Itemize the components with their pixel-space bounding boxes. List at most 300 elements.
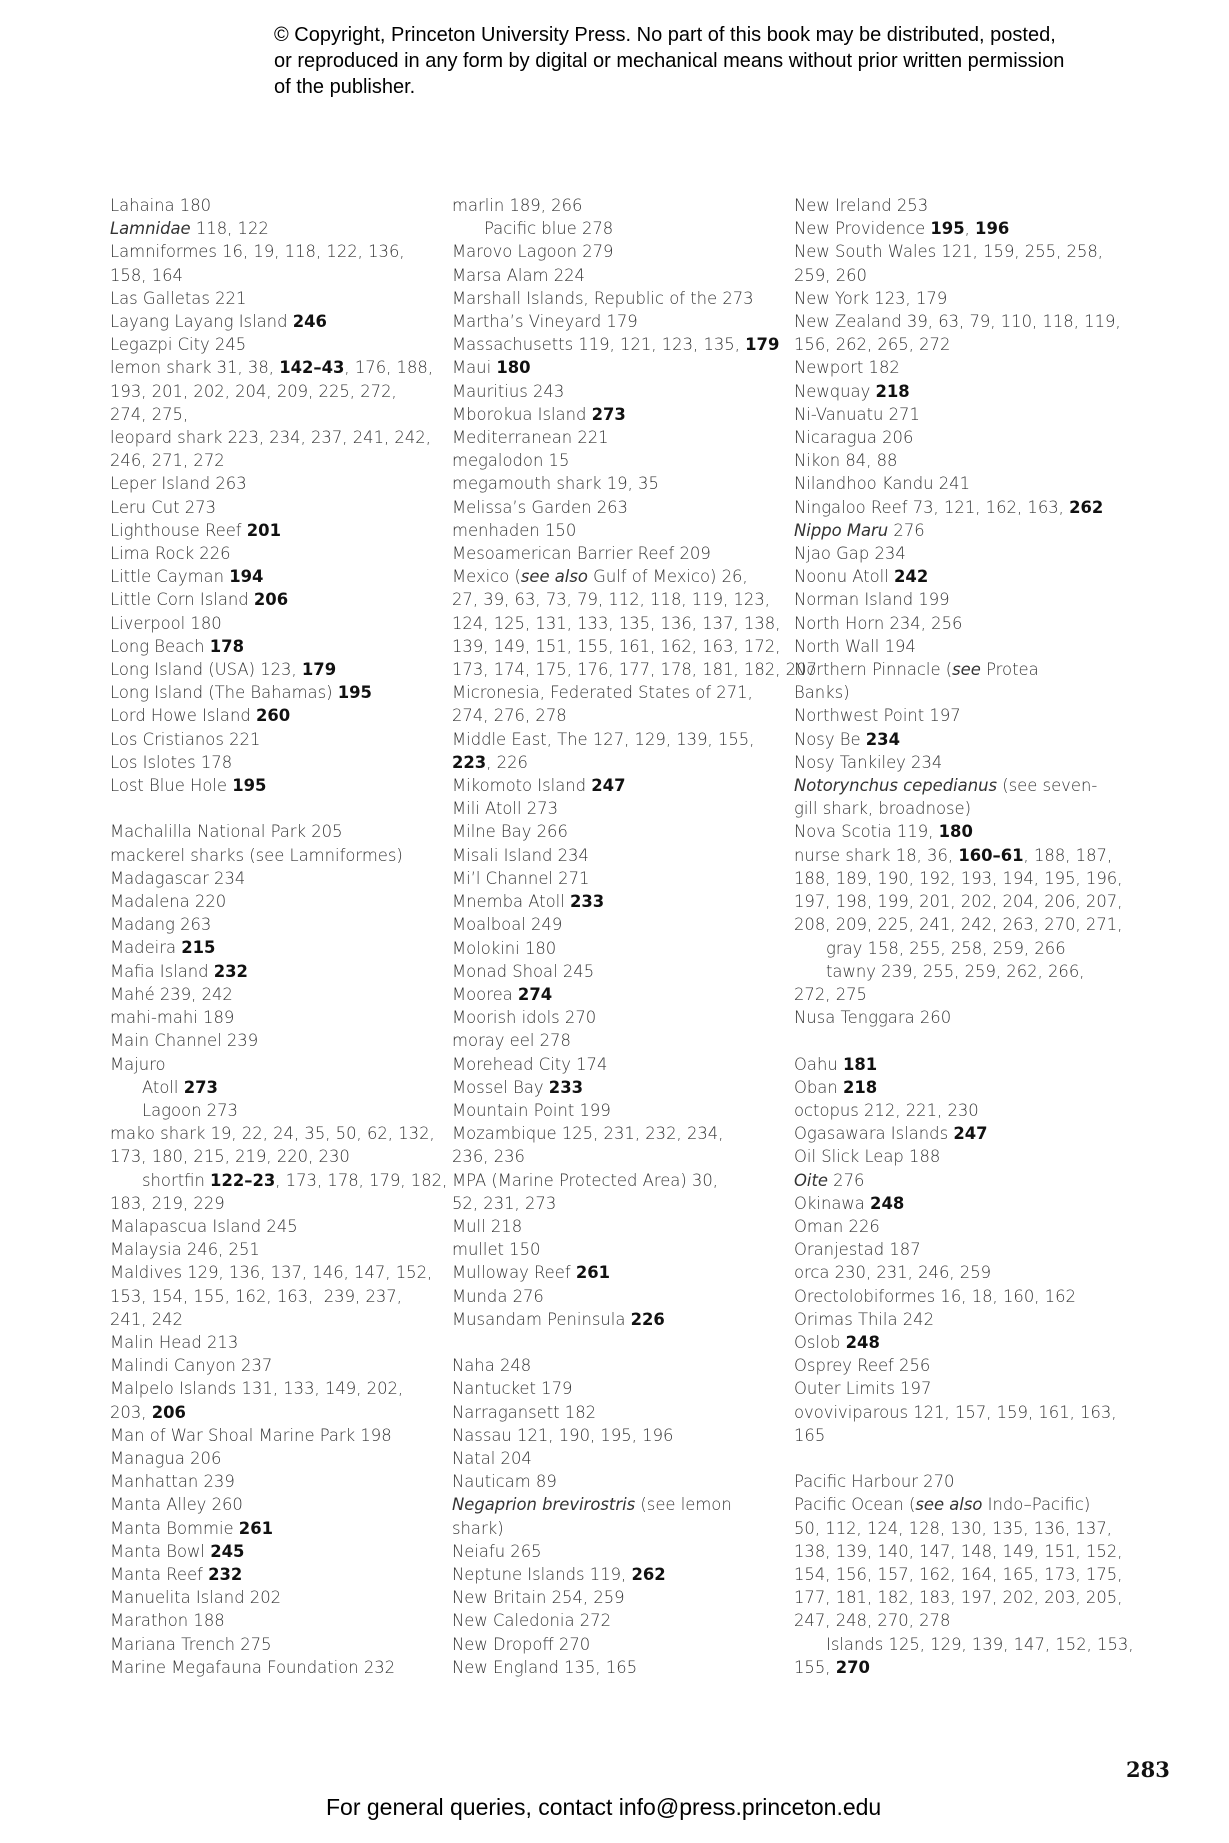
index-entry (110, 820, 438, 843)
entry-text: Nova Scotia 119, (794, 822, 939, 842)
index-entry (452, 612, 780, 635)
index-entry (794, 240, 1122, 263)
entry-text: 273 (591, 404, 626, 424)
entry-text: Norman Island 199 (794, 590, 950, 610)
index-entry (452, 240, 780, 263)
index-entry (452, 844, 780, 867)
index-entry (794, 890, 1122, 913)
index-entry (110, 310, 438, 333)
index-entry (794, 542, 1122, 565)
entry-text: 246 (292, 312, 327, 332)
index-entry (794, 472, 1122, 495)
index-entry (794, 913, 1122, 936)
entry-text: tawny 239, 255, 259, 262, 266, (826, 961, 1085, 981)
entry-text: Neiafu 265 (452, 1541, 542, 1561)
index-entry (452, 1424, 780, 1447)
index-entry (794, 1354, 1122, 1377)
index-entry (794, 797, 1122, 820)
index-entry (794, 1261, 1122, 1284)
index-entry (110, 1656, 438, 1679)
entry-text: Moorea (452, 984, 518, 1004)
entry-text: 233 (569, 892, 605, 912)
entry-text: Madeira (110, 938, 182, 958)
entry-text: menhaden 150 (452, 520, 577, 540)
entry-text: Lagoon 273 (142, 1100, 238, 1120)
index-entry (794, 1145, 1122, 1168)
index-entry (794, 681, 1122, 704)
entry-text: Malindi Canyon 237 (110, 1356, 273, 1376)
entry-text: Neptune Islands 119, (452, 1564, 632, 1584)
index-entry (110, 217, 438, 240)
entry-text: Mafia Island (110, 961, 214, 981)
entry-text: Manhattan 239 (110, 1472, 235, 1492)
index-entry (794, 565, 1122, 588)
entry-text: Malpelo Islands 131, 133, 149, 202, (110, 1379, 404, 1399)
index-entry (452, 890, 780, 913)
index-entry (794, 380, 1122, 403)
index-entry (452, 310, 780, 333)
entry-text: Nosy Be (794, 729, 866, 749)
entry-text: Moorish idols 270 (452, 1008, 597, 1028)
entry-text: Marine Megafauna Foundation 232 (110, 1657, 396, 1677)
entry-text: shortfin (142, 1170, 211, 1190)
index-entry (452, 1609, 780, 1632)
index-entry (110, 1192, 438, 1215)
index-entry (794, 1424, 1122, 1447)
entry-text: Mulloway Reef (452, 1263, 576, 1283)
index-entry (452, 1261, 780, 1284)
entry-text: 270 (835, 1657, 870, 1677)
index-entry (452, 426, 780, 449)
entry-text: 247, 248, 270, 278 (794, 1611, 951, 1631)
entry-text: Oite (794, 1170, 828, 1190)
index-entry (110, 1261, 438, 1284)
index-entry (794, 1238, 1122, 1261)
index-entry (110, 287, 438, 310)
entry-text: Mikomoto Island (452, 776, 592, 796)
entry-text: Oman 226 (794, 1216, 880, 1236)
entry-text: mako shark 19, 22, 24, 35, 50, 62, 132, (110, 1124, 435, 1144)
entry-text: Ningaloo Reef 73, 121, 162, 163, (794, 497, 1070, 517)
entry-text: Oahu (794, 1054, 843, 1074)
index-entry (794, 426, 1122, 449)
entry-text: Musandam Peninsula (452, 1309, 631, 1329)
section-gap (794, 1447, 1122, 1470)
entry-text: Middle East, The 127, 129, 139, 155, (452, 729, 755, 749)
entry-text: 274, 276, 278 (452, 706, 567, 726)
index-entry (794, 937, 1122, 960)
index-entry (452, 820, 780, 843)
index-entry (110, 1145, 438, 1168)
entry-text: Newport 182 (794, 358, 900, 378)
entry-text: 274, 275, (110, 404, 189, 424)
index-entry (794, 588, 1122, 611)
index-entry (794, 728, 1122, 751)
entry-text: Molokini 180 (452, 938, 557, 958)
index-entry (110, 264, 438, 287)
index-entry (452, 1401, 780, 1424)
entry-text: orca 230, 231, 246, 259 (794, 1263, 992, 1283)
entry-text: Pacific Ocean ( (794, 1495, 916, 1515)
index-entry (452, 519, 780, 542)
entry-text: 173, 180, 215, 219, 220, 230 (110, 1147, 350, 1167)
entry-text: 233 (548, 1077, 584, 1097)
index-entry (794, 1285, 1122, 1308)
index-entry (794, 449, 1122, 472)
entry-text: Orectolobiformes 16, 18, 160, 162 (794, 1286, 1076, 1306)
index-entry (452, 1169, 780, 1192)
entry-text: Osprey Reef 256 (794, 1356, 931, 1376)
index-entry (110, 194, 438, 217)
entry-text: 218 (875, 381, 910, 401)
entry-text: Little Cayman (110, 567, 230, 587)
page-number: 283 (1126, 1757, 1170, 1782)
entry-text: , 226 (486, 752, 528, 772)
entry-text: Pacific Harbour 270 (794, 1472, 955, 1492)
index-entry (794, 1586, 1122, 1609)
entry-text: New Providence (794, 219, 931, 239)
entry-text: 260 (255, 706, 291, 726)
entry-text: Notorynchus cepedianus (794, 776, 998, 796)
entry-text: Indo–Pacific) (982, 1495, 1091, 1515)
entry-text: 179 (745, 335, 780, 355)
section-gap (110, 797, 438, 820)
index-entry (794, 1308, 1122, 1331)
entry-text: Massachusetts 119, 121, 123, 135, (452, 335, 746, 355)
index-entry (110, 844, 438, 867)
entry-text: 188, 189, 190, 192, 193, 194, 195, 196, (794, 868, 1123, 888)
index-entry (794, 496, 1122, 519)
index-entry (794, 983, 1122, 1006)
entry-text: Lamnidae (110, 219, 191, 239)
index-entry (452, 542, 780, 565)
index-entry (110, 890, 438, 913)
index-entry (110, 1215, 438, 1238)
entry-text: Nassau 121, 190, 195, 196 (452, 1425, 674, 1445)
entry-text: 232 (208, 1564, 243, 1584)
entry-text: Pacific blue 278 (484, 219, 614, 239)
entry-text: Moalboal 249 (452, 915, 563, 935)
entry-text: Munda 276 (452, 1286, 544, 1306)
index-entry (110, 913, 438, 936)
entry-text: Madang 263 (110, 915, 212, 935)
index-entry (452, 704, 780, 727)
index-entry (110, 240, 438, 263)
entry-text: 248 (870, 1193, 905, 1213)
entry-text: 27, 39, 63, 73, 79, 112, 118, 119, 123, (452, 590, 770, 610)
index-entry (794, 1633, 1134, 1656)
entry-text: 241, 242 (110, 1309, 183, 1329)
index-entry (452, 1053, 780, 1076)
index-entry (794, 1656, 1122, 1679)
index-entry (110, 496, 438, 519)
index-entry (794, 1076, 1122, 1099)
entry-text: Lord Howe Island (110, 706, 256, 726)
entry-text: 124, 125, 131, 133, 135, 136, 137, 138, (452, 613, 781, 633)
entry-text: 201 (246, 520, 281, 540)
index-entry (794, 1169, 1122, 1192)
entry-text: Nippo Maru (794, 520, 889, 540)
index-entry (110, 1053, 438, 1076)
entry-text: 180 (938, 822, 973, 842)
entry-text: 206 (151, 1402, 186, 1422)
index-entry (110, 565, 438, 588)
entry-text: lemon shark 31, 38, (110, 358, 280, 378)
entry-text: Leru Cut 273 (110, 497, 217, 517)
index-entry (110, 1006, 438, 1029)
index-entry (452, 635, 780, 658)
index-entry (794, 1099, 1122, 1122)
entry-text: Misali Island 234 (452, 845, 589, 865)
entry-text: see also (520, 567, 588, 587)
entry-text: megalodon 15 (452, 451, 570, 471)
index-entry (452, 658, 817, 681)
entry-text: Marshall Islands, Republic of the 273 (452, 288, 754, 308)
entry-text: 196 (975, 219, 1010, 239)
index-entry (110, 728, 438, 751)
entry-text: Negaprion brevirostris (452, 1495, 636, 1515)
entry-text: 158, 164 (110, 265, 183, 285)
entry-text: Maldives 129, 136, 137, 146, 147, 152, (110, 1263, 433, 1283)
index-entry (794, 1192, 1122, 1215)
entry-text: 165 (794, 1425, 826, 1445)
entry-text: 154, 156, 157, 162, 164, 165, 173, 175, (794, 1564, 1123, 1584)
index-entry (452, 1308, 780, 1331)
index-entry (794, 403, 1122, 426)
entry-text: Lima Rock 226 (110, 544, 231, 564)
index-entry (452, 983, 780, 1006)
entry-text: Lost Blue Hole (110, 776, 233, 796)
index-entry (794, 1122, 1122, 1145)
entry-text: 179 (301, 660, 337, 680)
index-entry (452, 1633, 780, 1656)
entry-text: 183, 219, 229 (110, 1193, 225, 1213)
entry-text: Narragansett 182 (452, 1402, 597, 1422)
entry-text: Manta Alley 260 (110, 1495, 243, 1515)
entry-text: 232 (213, 961, 248, 981)
entry-text: see also (915, 1495, 983, 1515)
entry-text: 122–23 (210, 1170, 276, 1190)
index-entry (452, 797, 780, 820)
entry-text: 218 (842, 1077, 878, 1097)
entry-text: Nilandhoo Kandu 241 (794, 474, 971, 494)
entry-text: Los Cristianos 221 (110, 729, 261, 749)
index-entry (452, 333, 780, 356)
index-entry (110, 774, 438, 797)
entry-text: megamouth shark 19, 35 (452, 474, 659, 494)
entry-text: North Wall 194 (794, 636, 916, 656)
entry-text: 206 (253, 590, 289, 610)
index-entry (794, 1331, 1122, 1354)
index-entry (794, 1470, 1122, 1493)
index-entry (452, 380, 780, 403)
entry-text: Ogasawara Islands (794, 1124, 954, 1144)
entry-text: 195 (930, 219, 965, 239)
entry-text: Martha’s Vineyard 179 (452, 312, 638, 332)
entry-text: Mountain Point 199 (452, 1100, 611, 1120)
entry-text: New Caledonia 272 (452, 1611, 612, 1631)
index-entry (794, 333, 1122, 356)
entry-text: Managua 206 (110, 1448, 222, 1468)
entry-text: New Zealand 39, 63, 79, 110, 118, 119, (794, 312, 1121, 332)
entry-text: 155, (794, 1657, 836, 1677)
entry-text: see (952, 660, 981, 680)
entry-text: Mi’l Channel 271 (452, 868, 590, 888)
index-entry (110, 867, 438, 890)
index-entry (794, 310, 1122, 333)
entry-text: 138, 139, 140, 147, 148, 149, 151, 152, (794, 1541, 1123, 1561)
index-entry (110, 658, 438, 681)
index-entry (452, 1192, 780, 1215)
index-entry (794, 1609, 1122, 1632)
entry-text: (see seven- (997, 776, 1098, 796)
entry-text: New Britain 254, 259 (452, 1588, 625, 1608)
entry-text: Natal 204 (452, 1448, 532, 1468)
entry-text: Marsa Alam 224 (452, 265, 585, 285)
entry-text: Mauritius 243 (452, 381, 565, 401)
index-entry (110, 449, 438, 472)
entry-text: 160–61 (958, 845, 1024, 865)
copyright-notice: © Copyright, Princeton University Press. No part of this book may be distributed, posted, or reproduced in any form by digital or mechanical means without prior written permission of the publisher. (274, 24, 1065, 98)
entry-text: gill shark, broadnose) (794, 799, 972, 819)
entry-text: Oslob (794, 1332, 846, 1352)
index-entry (794, 1006, 1122, 1029)
entry-text: Marovo Lagoon 279 (452, 242, 614, 262)
index-entry (110, 1493, 438, 1516)
index-entry (110, 936, 438, 959)
entry-text: Mediterranean 221 (452, 428, 609, 448)
entry-text: 276 (827, 1170, 865, 1190)
entry-text: 180 (496, 358, 531, 378)
index-entry (110, 1586, 438, 1609)
entry-text: Atoll (142, 1077, 184, 1097)
entry-text: 203, (110, 1402, 152, 1422)
entry-text: Lahaina 180 (110, 196, 212, 215)
index-entry (794, 658, 1122, 681)
entry-text: 246, 271, 272 (110, 451, 225, 471)
entry-text: marlin 189, 266 (452, 196, 583, 215)
entry-text: 195 (232, 776, 267, 796)
entry-text: Manta Bowl (110, 1541, 211, 1561)
entry-text: 259, 260 (794, 265, 867, 285)
index-entry (452, 1238, 780, 1261)
entry-text: mahi-mahi 189 (110, 1008, 235, 1028)
index-entry (452, 588, 780, 611)
entry-text: shark) (452, 1518, 504, 1538)
index-entry (794, 264, 1122, 287)
index-entry (110, 704, 438, 727)
index-entry (452, 728, 780, 751)
index-entry (794, 217, 1122, 240)
index-entry (452, 1493, 780, 1516)
entry-text: Monad Shoal 245 (452, 961, 595, 981)
entry-text: Long Island (USA) 123, (110, 660, 302, 680)
entry-text: MPA (Marine Protected Area) 30, (452, 1170, 718, 1190)
entry-text: Manuelita Island 202 (110, 1588, 282, 1608)
entry-text: 193, 201, 202, 204, 209, 225, 272, (110, 381, 397, 401)
entry-text: 50, 112, 124, 128, 130, 135, 136, 137, (794, 1518, 1113, 1538)
index-entry (110, 356, 438, 379)
entry-text: Noonu Atoll (794, 567, 895, 587)
entry-text: leopard shark 223, 234, 237, 241, 242, (110, 428, 431, 448)
section-gap (794, 1029, 1122, 1052)
entry-text: , 176, 188, (344, 358, 434, 378)
entry-text: 177, 181, 182, 183, 197, 202, 203, 205, (794, 1588, 1123, 1608)
index-entry (452, 264, 780, 287)
index-entry (452, 913, 780, 936)
index-entry (794, 751, 1122, 774)
entry-text: 142–43 (279, 358, 345, 378)
entry-text: nurse shark 18, 36, (794, 845, 959, 865)
entry-text: North Horn 234, 256 (794, 613, 963, 633)
index-entry (110, 635, 438, 658)
index-entry (452, 356, 780, 379)
entry-text: Mili Atoll 273 (452, 799, 558, 819)
index-entry (452, 937, 780, 960)
entry-text: 261 (575, 1263, 611, 1283)
entry-text: New South Wales 121, 159, 255, 258, (794, 242, 1104, 262)
index-entry (452, 287, 780, 310)
entry-text: Mborokua Island (452, 404, 592, 424)
index-entry (110, 1447, 438, 1470)
entry-text: gray 158, 255, 258, 259, 266 (826, 938, 1066, 958)
entry-text: New Dropoff 270 (452, 1634, 591, 1654)
entry-text: Mull 218 (452, 1216, 523, 1236)
index-entry (794, 287, 1122, 310)
entry-text: Lamniformes 16, 19, 118, 122, 136, (110, 242, 405, 262)
index-entry (110, 1424, 438, 1447)
index-entry (110, 472, 438, 495)
index-entry (794, 960, 1122, 983)
entry-text: Oranjestad 187 (794, 1240, 921, 1260)
entry-text: Madagascar 234 (110, 868, 246, 888)
index-entry (452, 1029, 780, 1052)
entry-text: 245 (210, 1541, 245, 1561)
entry-text: Milne Bay 266 (452, 822, 568, 842)
index-entry (452, 1285, 780, 1308)
index-entry (452, 1145, 780, 1168)
entry-text: 247 (591, 776, 626, 796)
entry-text: Nauticam 89 (452, 1472, 557, 1492)
index-entry (452, 565, 780, 588)
entry-text: 197, 198, 199, 201, 202, 204, 206, 207, (794, 892, 1123, 912)
entry-text: , 188, 187, (1023, 845, 1113, 865)
entry-text: 181 (842, 1054, 878, 1074)
index-entry (110, 380, 438, 403)
index-entry (110, 612, 438, 635)
entry-text: 118, 122 (190, 219, 269, 239)
index-entry (794, 704, 1122, 727)
entry-text: 276 (888, 520, 925, 540)
entry-text: Naha 248 (452, 1356, 532, 1376)
index-entry (110, 1377, 438, 1400)
index-entry (794, 867, 1122, 890)
entry-text: Malin Head 213 (110, 1332, 239, 1352)
entry-text: 223 (452, 752, 487, 772)
entry-text: Mexico ( (452, 567, 521, 587)
entry-text: Newquay (794, 381, 876, 401)
entry-text: Manta Bommie (110, 1518, 239, 1538)
entry-text: 262 (1069, 497, 1104, 517)
entry-text: 236, 236 (452, 1147, 525, 1167)
section-gap (452, 1331, 780, 1354)
entry-text: 242 (894, 567, 929, 587)
footer-contact: For general queries, contact info@press.princeton.edu (326, 1794, 882, 1820)
entry-text: , 173, 178, 179, 182, (275, 1170, 448, 1190)
entry-text: Madalena 220 (110, 892, 227, 912)
index-entry (110, 1029, 438, 1052)
index-entry (452, 472, 780, 495)
